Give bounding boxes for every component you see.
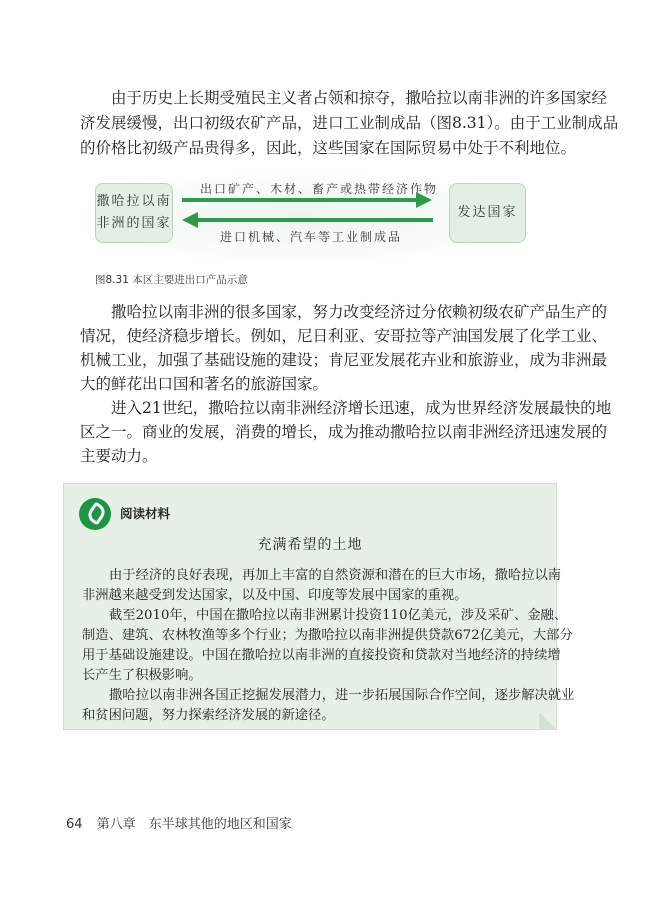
reading-line: 截至2010年，中国在撒哈拉以南非洲累计投资110亿美元，涉及采矿、金融、 — [109, 608, 568, 623]
developed-countries-box: 发达国家 — [449, 183, 526, 243]
reading-line: 非洲越来越受到发达国家，以及中国、印度等发展中国家的重视。 — [82, 588, 468, 603]
reading-leaf-icon — [79, 498, 111, 530]
page-number: 64 — [66, 817, 83, 832]
reading-line: 用于基础设施建设。中国在撒哈拉以南非洲的直接投资和贷款对当地经济的持续增 — [82, 648, 561, 663]
import-arrow — [198, 218, 433, 222]
text-line: 主要动力。 — [80, 447, 158, 465]
box-label: 撒哈拉以南 — [96, 194, 172, 209]
reading-material-box — [63, 483, 575, 730]
text-line: 进入21世纪，撒哈拉以南非洲经济增长迅速，成为世界经济发展最快的地 — [111, 399, 612, 417]
export-label: 出口矿产、木材、畜产或热带经济作物 — [200, 182, 439, 196]
reading-label: 阅读材料 — [120, 506, 171, 521]
export-arrow — [182, 198, 422, 202]
text-line: 机械工业，加强了基础设施的建设；肯尼亚发展花卉业和旅游业，成为非洲最 — [80, 351, 608, 369]
figure-caption: 图8.31 本区主要进出口产品示意 — [95, 274, 248, 286]
reading-line: 和贫困问题，努力探索经济发展的新途径。 — [82, 708, 335, 723]
arrow-head-left-icon — [182, 212, 198, 228]
text-line: 大的鲜花出口国和著名的旅游国家。 — [80, 375, 329, 393]
reading-line: 由于经济的良好表现，再加上丰富的自然资源和潜在的巨大市场，撒哈拉以南 — [109, 568, 562, 583]
reading-line: 撒哈拉以南非洲各国正挖掘发展潜力，进一步拓展国际合作空间，逐步解决就业 — [109, 688, 575, 703]
chapter-title: 第八章 东半球其他的地区和国家 — [96, 817, 292, 832]
page-footer — [66, 813, 292, 832]
text-line: 由于历史上长期受殖民主义者占领和掠夺，撒哈拉以南非洲的许多国家经 — [111, 89, 608, 107]
page-curl-icon — [539, 712, 557, 730]
box-label: 非洲的国家 — [96, 216, 172, 231]
arrow-head-right-icon — [416, 192, 432, 208]
reading-title: 充满希望的土地 — [257, 537, 363, 553]
trade-diagram — [60, 168, 540, 268]
sub-saharan-box — [95, 183, 173, 243]
text-line: 区之一。商业的发展，消费的增长，成为推动撒哈拉以南非洲经济迅速发展的 — [80, 423, 608, 441]
import-label: 进口机械、汽车等工业制成品 — [220, 230, 403, 244]
text-line: 情况，使经济稳步增长。例如，尼日利亚、安哥拉等产油国发展了化学工业、 — [80, 327, 608, 345]
text-line: 的价格比初级产品贵得多，因此，这些国家在国际贸易中处于不利地位。 — [80, 139, 577, 157]
reading-line: 制造、建筑、农林牧渔等多个行业；为撒哈拉以南非洲提供贷款672亿美元，大部分 — [82, 628, 573, 643]
text-line: 济发展缓慢，出口初级农矿产品，进口工业制成品（图8.31）。由于工业制成品 — [80, 114, 619, 132]
reading-line: 长产生了积极影响。 — [82, 668, 202, 683]
text-line: 撒哈拉以南非洲的很多国家，努力改变经济过分依赖初级农矿产品生产的 — [111, 303, 608, 321]
